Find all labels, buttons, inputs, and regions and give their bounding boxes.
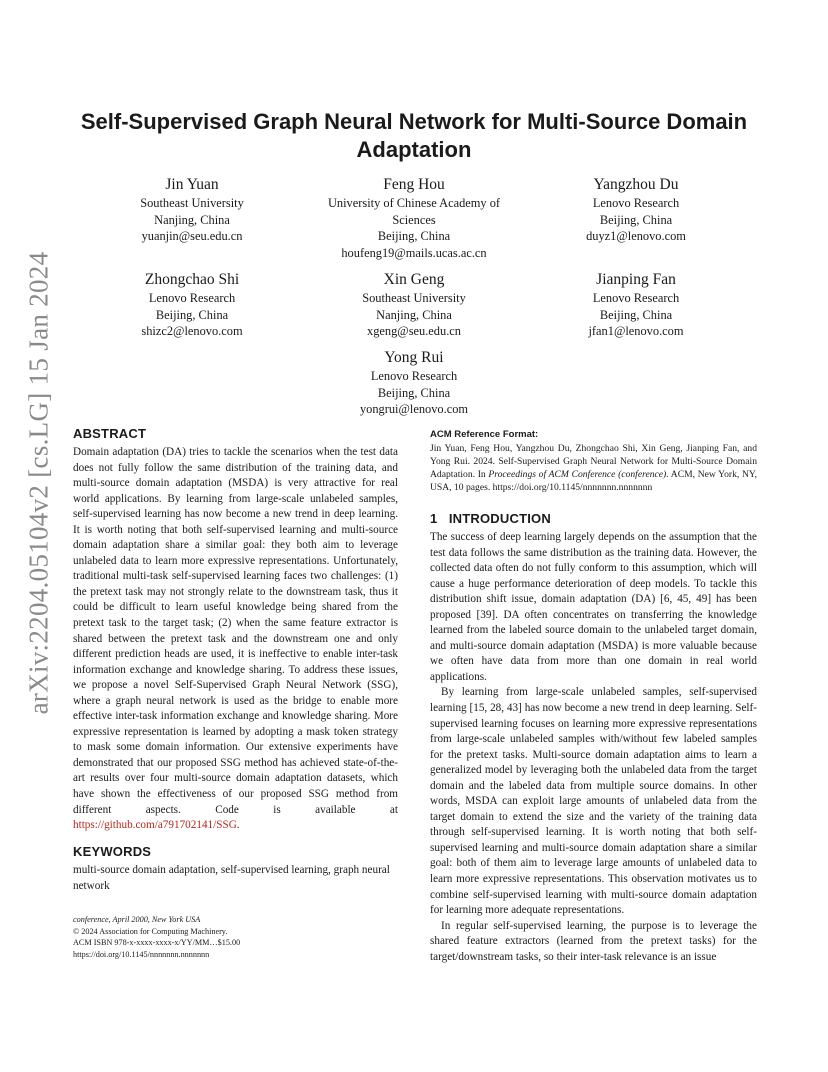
abstract-end: . <box>236 819 240 832</box>
introduction-text <box>430 530 757 965</box>
author-location: Beijing, China <box>155 307 229 322</box>
abstract-body: Domain adaptation (DA) tries to tackle the scenarios when the test data does not fully follow the same distribution of the training data, and multi-source domain adaptation (MSDA) is very attractive for real world applications. By learning from large-scale unlabeled samples, self-supervised learning has now become a new trend in deep learning. It is worth noting that both self-supervised learning and multi-source domain adaptation share a similar goal: they both aim to leverage unlabeled data to learn more expressive representations. Unfortunately, traditional multi-task self-supervised learning faces two challenges: (1) the pretext task may not strongly relate to the downstream task, thus it could be difficult to learn useful knowledge being shared from the pretext task to the target task; (2) when the same feature extractor is shared between the pretext task and the downstream one and only different prediction heads are used, it is ineffective to enable inter-task information exchange and knowledge sharing. To address these issues, we propose a novel Self-Supervised Graph Neural Network (SSG), where a graph neural network is used as the bridge to enable more effective inter-task information exchange and knowledge sharing. More expressive representation is learned by adopting a mask token strategy to mask some domain information. Our extensive experiments have demonstrated that our proposed SSG method has achieved state-of-the-art results over four multi-source domain adaptation datasets, which have shown the effectiveness of our proposed SSG method from different aspects. Code is available at <box>73 446 398 816</box>
author-email: yuanjin@seu.edu.cn <box>141 229 243 243</box>
author-block <box>112 270 272 340</box>
author-name: Xin Geng <box>383 271 445 288</box>
author-affiliation: Lenovo Research <box>370 369 458 383</box>
author-affiliation: Lenovo Research <box>592 196 680 210</box>
author-location: Nanjing, China <box>376 307 452 322</box>
keywords-heading: KEYWORDS <box>73 844 152 859</box>
author-block <box>334 348 494 418</box>
author-affiliation: Lenovo Research <box>148 291 236 305</box>
author-location: Beijing, China <box>377 229 451 243</box>
author-name: Feng Hou <box>383 176 445 193</box>
author-name: Jianping Fan <box>596 271 676 288</box>
acm-reference-end: ACM, New York, NY, USA, 10 pages. https://doi.org/10.1145/nnnnnnn.nnnnnnn <box>430 469 758 493</box>
intro-paragraph: In regular self-supervised learning, the purpose is to leverage the shared feature extractors (learned from the pretext tasks) for the target/downstream tasks, so their inter-task relevance is an issue <box>430 919 757 963</box>
acm-reference-heading: ACM Reference Format: <box>430 429 539 440</box>
footnote-isbn: ACM ISBN 978-x-xxxx-xxxx-x/YY/MM…$15.00 <box>73 938 241 948</box>
author-affiliation: University of Chinese Academy of Sciences <box>327 196 501 227</box>
author-block <box>314 175 514 261</box>
author-location: Nanjing, China <box>154 212 230 227</box>
author-affiliation: Lenovo Research <box>592 291 680 305</box>
footnote-venue: conference, April 2000, New York USA <box>73 915 201 924</box>
arxiv-stamp-text: arXiv:2204.05104v2 [cs.LG] 15 Jan 2024 <box>23 251 54 714</box>
author-affiliation: Southeast University <box>140 196 244 210</box>
intro-paragraph: The success of deep learning largely depends on the assumption that the test data follows the same distribution as the training data. However, the collected data often do not fully conform to this assumption, which will cause a huge performance deterioration of deep models. To tackle this distribution shift issue, domain adaptation (DA) [6, 45, 49] has been proposed [39]. DA often concentrates on transferring the knowledge learned from the labeled source domain to the unlabeled target domain, and multi-source domain adaptation (MSDA) is more valuable because we often have data from more than one domain in real world applications. <box>430 531 757 683</box>
author-block <box>112 175 272 245</box>
keywords-body: multi-source domain adaptation, self-supervised learning, graph neural network <box>73 864 390 892</box>
author-location: Beijing, China <box>599 307 673 322</box>
author-name: Yong Rui <box>384 349 444 366</box>
code-link[interactable]: https://github.com/a791702141/SSG <box>73 819 237 832</box>
acm-reference-text <box>430 442 757 494</box>
acm-reference-venue: Proceedings of ACM Conference (conference). <box>488 469 669 480</box>
author-email: duyz1@lenovo.com <box>586 229 686 243</box>
author-location: Beijing, China <box>599 212 673 227</box>
author-block <box>556 270 716 340</box>
author-name: Zhongchao Shi <box>144 271 240 288</box>
author-name: Jin Yuan <box>165 176 219 193</box>
author-email: yongrui@lenovo.com <box>359 402 469 416</box>
footnote-doi: https://doi.org/10.1145/nnnnnnn.nnnnnnn <box>73 949 210 959</box>
author-email: xgeng@seu.edu.cn <box>367 324 461 338</box>
introduction-heading: 1 INTRODUCTION <box>430 511 551 526</box>
copyright-footnote <box>73 914 403 960</box>
author-email: jfan1@lenovo.com <box>588 324 684 338</box>
paper-title: Self-Supervised Graph Neural Network for Multi-Source Domain Adaptation <box>80 109 748 162</box>
acm-reference-body: Jin Yuan, Feng Hou, Yangzhou Du, Zhongchao Shi, Xin Geng, Jianping Fan, and Yong Rui. 2024. Self-Supervised Graph Neural Network for Multi-Source Domain Adaptation. In <box>430 443 757 480</box>
author-email: houfeng19@mails.ucas.ac.cn <box>341 245 487 260</box>
keywords-text <box>73 863 398 894</box>
abstract-heading: ABSTRACT <box>73 426 147 441</box>
author-affiliation: Southeast University <box>362 291 466 305</box>
intro-paragraph: By learning from large-scale unlabeled samples, self-supervised learning [15, 28, 43] has now become a new trend in deep learning. Self-supervised learning focuses on learning more expressive representations from large-scale unlabeled samples with/without few labeled samples for the pretext tasks. Multi-source domain adaptation aims to learn a generalized model by leveraging both the unlabeled data from the target domain and the labeled data from multiple source domains. In other words, MSDA can exploit large amounts of unlabeled data from the target domain to extend the size and the variety of the training data through self-supervised learning. It is worth noting that both self-supervised learning and multi-source domain adaptation share a similar goal: both of them aim to leverage large amounts of unlabeled data to learn more expressive representations. This observation motivates us to combine self-supervised learning with multi-source domain adaptation for learning more adequate representations. <box>430 686 757 917</box>
author-location: Beijing, China <box>377 385 451 400</box>
author-name: Yangzhou Du <box>593 176 679 193</box>
abstract-text <box>73 445 398 834</box>
author-block <box>556 175 716 245</box>
footnote-copyright: © 2024 Association for Computing Machinery. <box>73 926 228 936</box>
arxiv-stamp <box>23 251 54 714</box>
author-block <box>334 270 494 340</box>
author-email: shizc2@lenovo.com <box>141 324 243 338</box>
